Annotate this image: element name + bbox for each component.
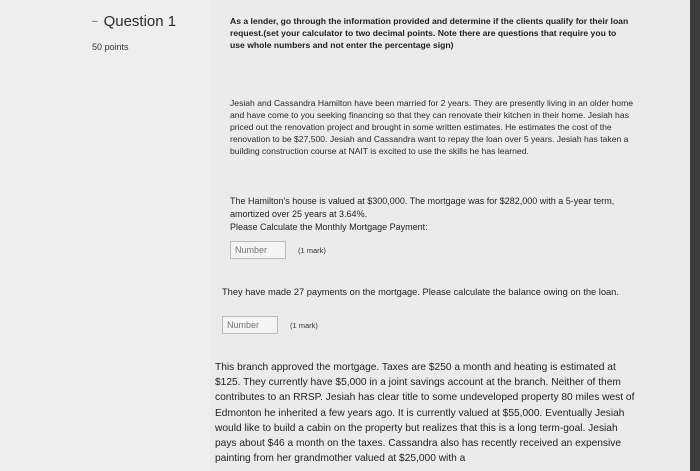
mortgage-details: The Hamilton's house is valued at $300,000. The mortgage was for $282,000 with a 5-year term, amortized over 25 years at 3.64%.: [230, 196, 615, 219]
question-header[interactable]: [92, 13, 176, 30]
question-content: [210, 0, 690, 471]
answer-row-2: [222, 316, 318, 334]
marks-label: (1 mark): [298, 245, 326, 255]
question-title: Question 1: [103, 13, 177, 30]
balance-question-text: They have made 27 payments on the mortgage. Please calculate the balance owing on the loan.: [222, 287, 619, 297]
balance-owing-input[interactable]: [222, 316, 278, 334]
window-edge: [690, 0, 700, 471]
monthly-payment-input[interactable]: [230, 241, 286, 259]
collapse-icon[interactable]: –: [92, 16, 98, 27]
branch-approval-text: This branch approved the mortgage. Taxes are $250 a month and heating is estimated at $125. They currently have $5,000 in a joint savings account at the branch. Neither of them contributes to an RRSP. Jesiah has clear title to some undeveloped property 80 miles west of Edmonton he inherited a few years ago. It is currently valued at $55,000. Eventually Jesiah would like to build a cabin on the property but realizes that this is a long term-goal. Jesiah pays about $46 a month on the taxes. Cassandra also has recently received an expensive painting from her grandmother valued at $25,000 with a: [215, 362, 635, 465]
answer-row-1: [230, 241, 326, 259]
instructions-text: As a lender, go through the information provided and determine if the clients qualify for their loan request.(set your calculator to two decimal points. Note there are questions that require you to use whole numbers and not enter the percentage sign): [230, 16, 629, 50]
question-points: 50 points: [92, 42, 129, 52]
marks-label: (1 mark): [290, 320, 318, 330]
mortgage-info-text: [230, 195, 630, 234]
mortgage-prompt: Please Calculate the Monthly Mortgage Payment:: [230, 222, 428, 232]
question-sidebar: [0, 0, 210, 471]
scenario-text: Jesiah and Cassandra Hamilton have been married for 2 years. They are presently living in an older home and have come to you seeking financing so that they can renovate their kitchen in their home. Jesiah has priced out the renovation project and brought in some written estimates. He estimates the cost of the renovation to be $27,500. Jesiah and Cassandra want to repay the loan over 5 years. Jesiah has taken a building construction course at NAIT is excited to use the skills he has learned.: [230, 98, 634, 156]
